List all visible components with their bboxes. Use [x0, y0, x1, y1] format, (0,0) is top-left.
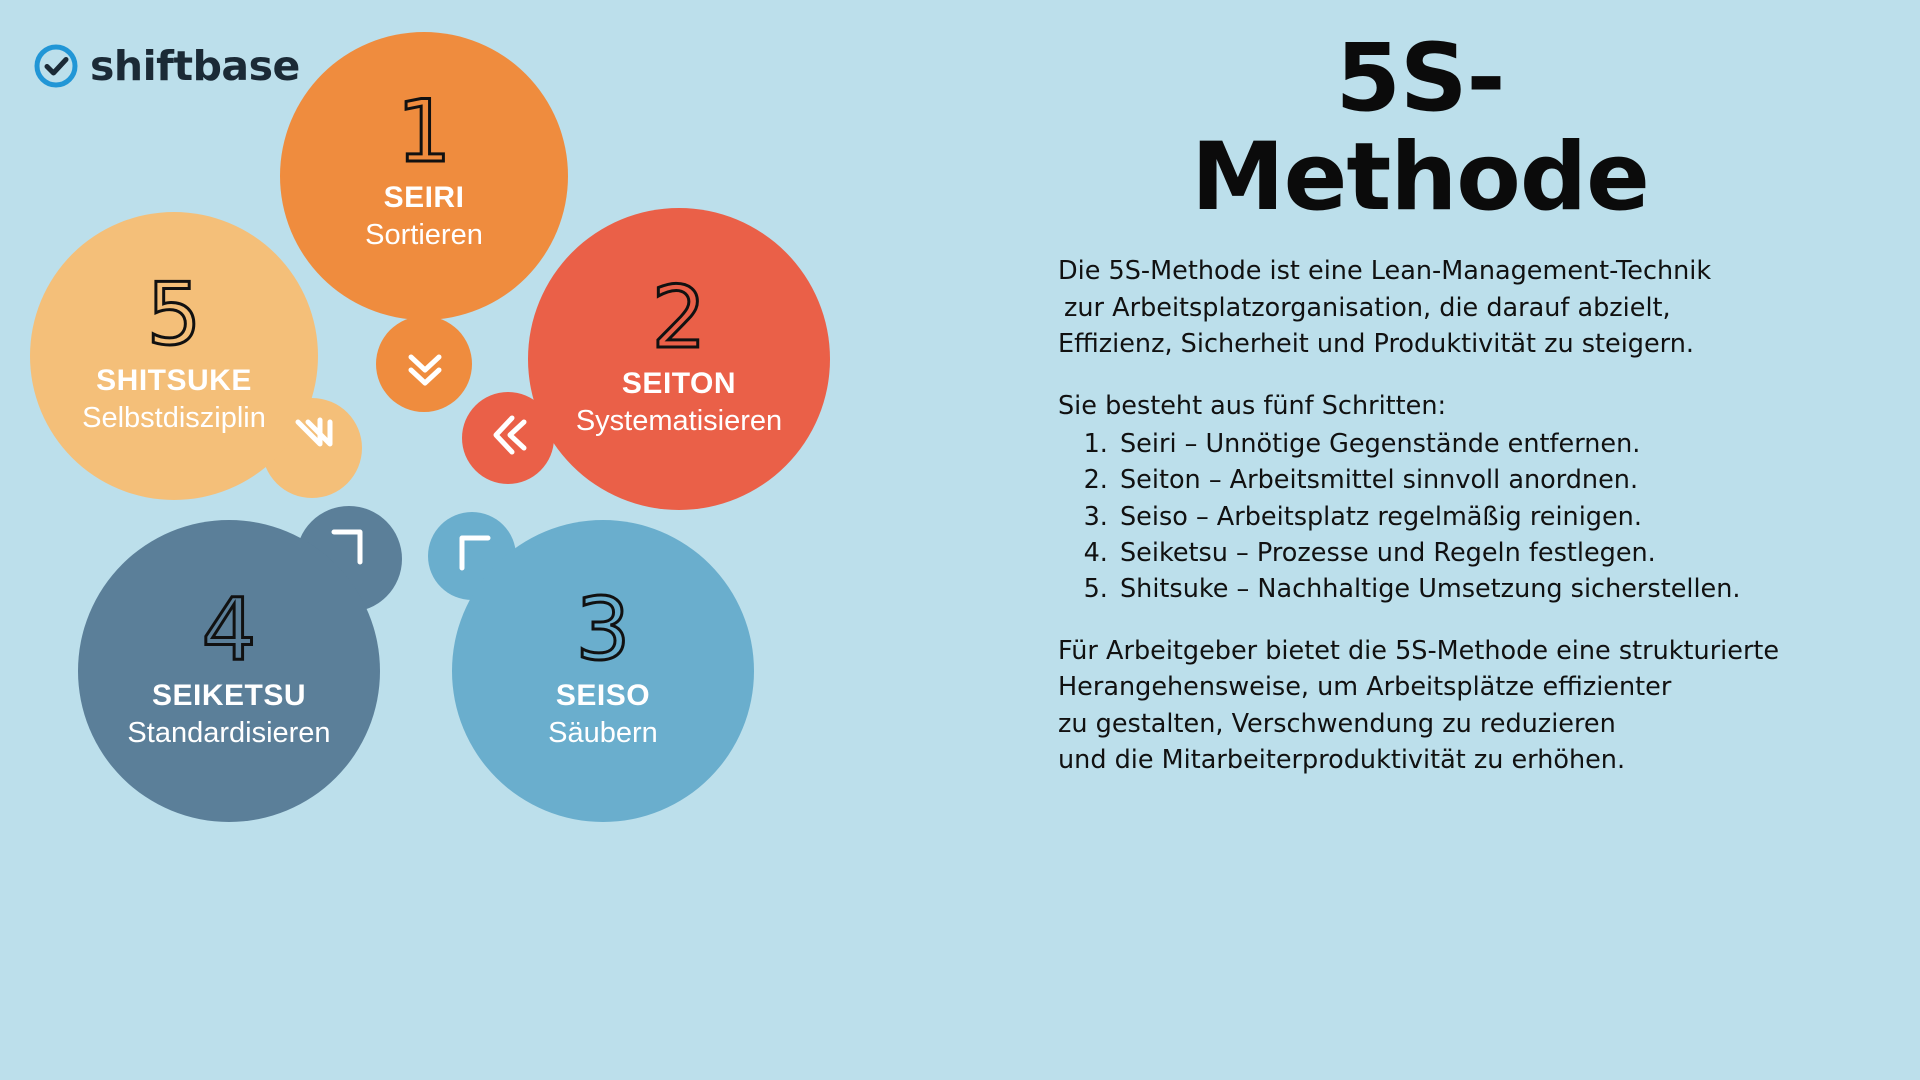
- step-number: 5: [146, 264, 202, 365]
- step-title: SHITSUKE: [96, 364, 252, 398]
- closing-line-4: und die Mitarbeiterproduktivität zu erhöhen.: [1058, 744, 1626, 775]
- step-subtitle: Standardisieren: [127, 717, 331, 750]
- description-block: [1040, 253, 1900, 778]
- step-bubble-seiton[interactable]: [528, 208, 830, 510]
- page-title: [1040, 24, 1900, 232]
- step-subtitle: Sortieren: [365, 219, 483, 252]
- chevron-double-left-icon: [478, 408, 532, 462]
- step-number: 1: [396, 81, 452, 182]
- step-bubble-seiri[interactable]: [280, 32, 568, 320]
- chevron-up-left-icon: [448, 528, 502, 582]
- list-item: 5. Shitsuke – Nachhaltige Umsetzung sicherstellen.: [1116, 571, 1900, 607]
- list-item: 1. Seiri – Unnötige Gegenstände entfernen.: [1116, 426, 1900, 462]
- closing-line-1: Für Arbeitgeber bietet die 5S-Methode eine strukturierte: [1058, 636, 1780, 667]
- closing-line-3: zu gestalten, Verschwendung zu reduzieren: [1058, 708, 1616, 739]
- step-number: 3: [575, 579, 631, 680]
- list-item: 3. Seiso – Arbeitsplatz regelmäßig reinigen.: [1116, 499, 1900, 535]
- chevron-up-right-icon: [320, 522, 374, 576]
- spacer: [1058, 362, 1900, 388]
- step-subtitle: Säubern: [548, 717, 658, 750]
- step-subtitle: Systematisieren: [575, 405, 783, 438]
- step-number: 4: [201, 579, 257, 680]
- brand-name: shiftbase: [90, 42, 300, 90]
- chevron-double-down-icon: [398, 340, 452, 394]
- step-number: 2: [651, 267, 707, 368]
- closing-line-2: Herangehensweise, um Arbeitsplätze effizienter: [1058, 672, 1672, 703]
- step-title: SEIKETSU: [151, 679, 307, 713]
- info-panel: [1040, 0, 1900, 1080]
- step-title: SEIRI: [383, 181, 465, 215]
- chevron-double-right-down-icon: [286, 412, 340, 466]
- intro-line-2: zur Arbeitsplatzorganisation, die darauf abzielt,: [1064, 292, 1671, 323]
- list-item: 2. Seiton – Arbeitsmittel sinnvoll anordnen.: [1116, 462, 1900, 498]
- step-subtitle: Selbstdisziplin: [82, 402, 266, 435]
- intro-line-1: Die 5S-Methode ist eine Lean-Management-Technik: [1058, 256, 1712, 287]
- intro-line-3: Effizienz, Sicherheit und Produktivität zu steigern.: [1058, 328, 1694, 359]
- spacer: [1058, 607, 1900, 633]
- step-bubble-shitsuke[interactable]: [30, 212, 318, 500]
- step-title: SEITON: [621, 367, 737, 401]
- page-title-line1: 5S-: [1335, 24, 1505, 133]
- steps-list: [1058, 426, 1900, 607]
- steps-lead: Sie besteht aus fünf Schritten:: [1058, 390, 1447, 421]
- step-title: SEISO: [555, 679, 651, 713]
- list-item: 4. Seiketsu – Prozesse und Regeln festlegen.: [1116, 535, 1900, 571]
- page-title-line2: Methode: [1191, 122, 1649, 232]
